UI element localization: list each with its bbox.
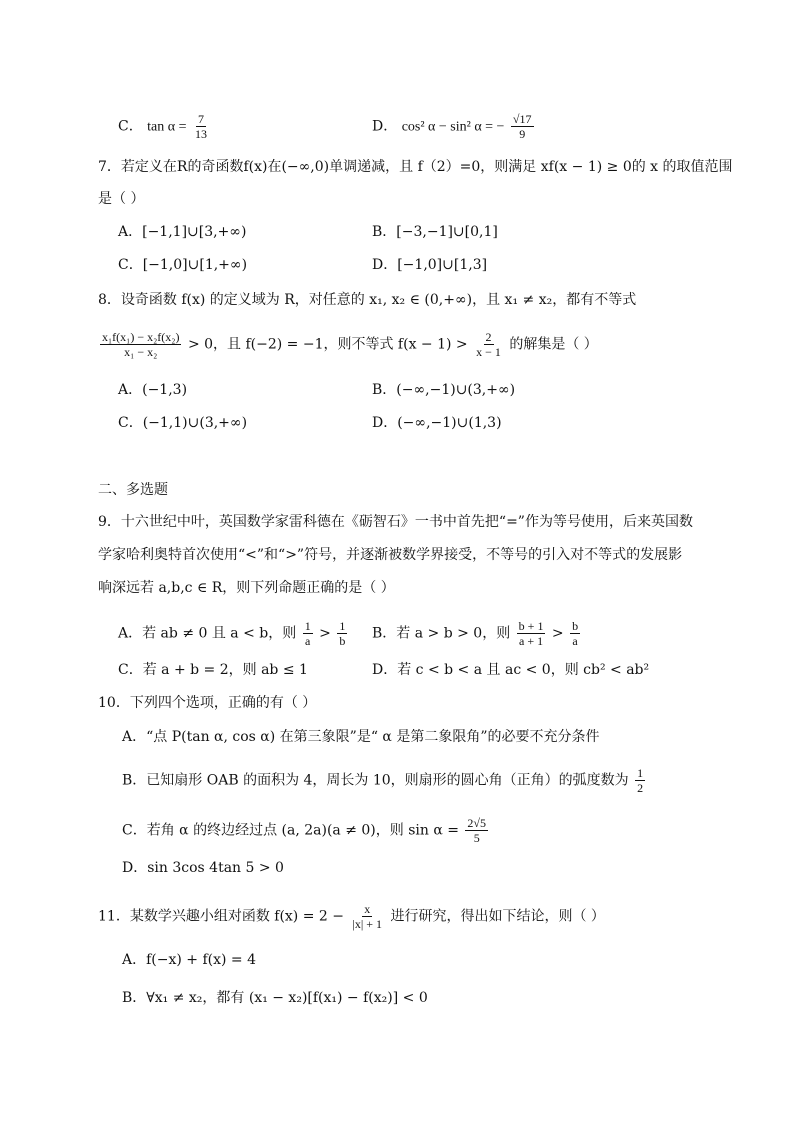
- q9-option-a: [118, 619, 349, 648]
- fraction-numerator: √17: [512, 112, 532, 126]
- fraction: [635, 766, 645, 795]
- q9-option-b: [372, 619, 582, 648]
- q8-option-c: C．(−1,1)∪(3,+∞): [118, 415, 248, 431]
- fraction-numerator: 2: [485, 330, 492, 344]
- fraction-denominator: x₁ − x₂: [124, 345, 158, 359]
- q10-option-a: A．“点 P(tan α, cos α) 在第三象限”是“ α 是第二象限角”的必要不充分条件: [122, 729, 600, 745]
- fraction-denominator: x − 1: [476, 345, 501, 359]
- option-label: D．: [372, 118, 398, 135]
- fraction-numerator: b: [572, 619, 579, 633]
- q7-option-b: B．[−3,−1]∪[0,1]: [372, 224, 498, 240]
- option-label: C．: [118, 118, 143, 135]
- fraction-denominator: b: [339, 634, 346, 648]
- fraction: [337, 619, 347, 648]
- q11-option-b: B．∀x₁ ≠ x₂，都有 (x₁ − x₂)[f(x₁) − f(x₂)] < 0: [122, 990, 428, 1006]
- section-title: 二、多选题: [98, 482, 168, 498]
- stem-text: 的解集是（ ）: [509, 336, 598, 353]
- fraction: [465, 816, 488, 845]
- fraction-numerator: 2√5: [467, 816, 487, 830]
- q7-option-d: D．[−1,0]∪[1,3]: [372, 257, 488, 273]
- operator: >: [319, 625, 331, 642]
- q8-option-a: A．(−1,3): [118, 382, 188, 398]
- q7-option-a: A．[−1,1]∪[3,+∞): [118, 224, 247, 240]
- q8-option-d: D．(−∞,−1)∪(1,3): [372, 415, 502, 431]
- fraction-denominator: a: [572, 634, 578, 648]
- q6-option-c: [118, 112, 211, 141]
- q7-option-c: C．[−1,0]∪[1,+∞): [118, 257, 248, 273]
- fraction: [193, 112, 209, 141]
- q10-option-c: [122, 816, 490, 845]
- fraction: [350, 902, 384, 931]
- fraction-denominator: 5: [473, 831, 480, 845]
- fraction-numerator: b + 1: [518, 619, 544, 633]
- q10-option-d: D．sin 3cos 4tan 5 > 0: [122, 860, 284, 876]
- q7-stem-line1: 7．若定义在R的奇函数f(x)在(−∞,0)单调递减，且 f（2）=0，则满足 xf(x − 1) ≥ 0的 x 的取值范围: [98, 159, 733, 175]
- fraction-numerator: x: [364, 902, 371, 916]
- q9-option-d: D．若 c < b < a 且 ac < 0，则 cb² < ab²: [372, 662, 650, 678]
- fraction-numerator: 7: [197, 112, 204, 126]
- fraction: [517, 619, 546, 648]
- fraction-denominator: |x| + 1: [352, 917, 383, 931]
- q11-option-a: A．f(−x) + f(x) = 4: [122, 952, 257, 968]
- fraction-denominator: 2: [637, 781, 644, 795]
- fraction-denominator: a + 1: [519, 634, 544, 648]
- q9-option-c: C．若 a + b = 2，则 ab ≤ 1: [118, 662, 308, 678]
- fraction-numerator: 1: [637, 766, 644, 780]
- math-expression: cos² α − sin² α = −: [401, 119, 505, 135]
- q7-stem-line2: 是（ ）: [98, 191, 145, 207]
- fraction: [570, 619, 580, 648]
- q10-option-b: [122, 766, 647, 795]
- option-text: A．若 ab ≠ 0 且 a < b，则: [118, 625, 297, 642]
- fraction-denominator: 13: [194, 127, 207, 141]
- fraction-denominator: a: [305, 634, 311, 648]
- option-text: B．已知扇形 OAB 的面积为 4，周长为 10，则扇形的圆心角（正角）的弧度数为: [122, 772, 629, 789]
- option-text: B．若 a > b > 0，则: [372, 625, 511, 642]
- q9-stem-line3: 响深远若 a,b,c ∈ R，则下列命题正确的是（ ）: [98, 580, 395, 596]
- fraction-numerator: 1: [304, 619, 311, 633]
- stem-text: 进行研究，得出如下结论，则（ ）: [390, 908, 605, 925]
- option-text: C．若角 α 的终边经过点 (a, 2a)(a ≠ 0)，则 sin α =: [122, 822, 459, 839]
- q8-option-b: B．(−∞,−1)∪(3,+∞): [372, 382, 516, 398]
- q8-stem-line2: [98, 330, 598, 359]
- operator: >: [551, 625, 564, 642]
- fraction-denominator: 9: [519, 127, 526, 141]
- stem-text: > 0，且 f(−2) = −1，则不等式 f(x − 1) >: [187, 336, 468, 353]
- fraction: [474, 330, 503, 359]
- q9-stem-line2: 学家哈利奥特首次使用“<”和“>”符号，并逐渐被数学界接受，不等号的引入对不等式的发展影: [98, 547, 683, 563]
- q10-stem: 10．下列四个选项，正确的有（ ）: [98, 695, 317, 711]
- fraction: [303, 619, 313, 648]
- q8-stem-line1: 8．设奇函数 f(x) 的定义域为 R，对任意的 x₁, x₂ ∈ (0,+∞)，且 x₁ ≠ x₂，都有不等式: [98, 292, 637, 308]
- q6-option-d: [372, 112, 536, 141]
- q11-stem: [98, 902, 605, 931]
- fraction: [511, 112, 534, 141]
- fraction-numerator: x₁f(x₁) − x₂f(x₂): [102, 330, 180, 344]
- math-expression: tan α =: [147, 119, 187, 135]
- fraction-numerator: 1: [339, 619, 346, 633]
- fraction: [100, 330, 181, 359]
- stem-text: 11．某数学兴趣小组对函数 f(x) = 2 −: [98, 908, 344, 925]
- q9-stem-line1: 9．十六世纪中叶，英国数学家雷科德在《砺智石》一书中首先把“=”作为等号使用，后来英国数: [98, 514, 693, 530]
